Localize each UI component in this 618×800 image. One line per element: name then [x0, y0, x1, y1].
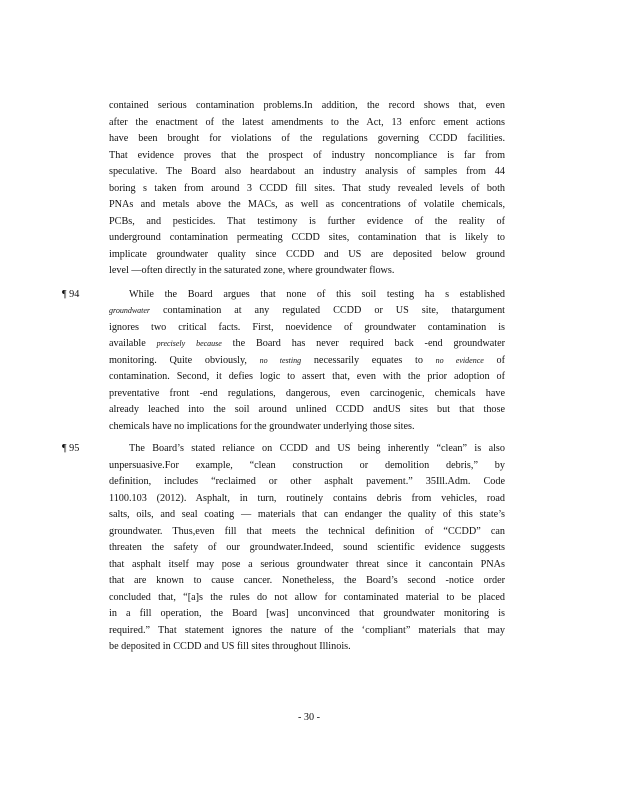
paragraph-number: ¶ 95 — [62, 443, 80, 454]
text-line: be deposited in CCDD and US fill sites throughout Illinois. — [109, 641, 351, 652]
text-line: 1100.103 (2012). Asphalt, in turn, routinely contains debris from vehicles, road — [109, 493, 505, 504]
text-line: after the enactment of the latest amendments to the Act, 13 enforc ement actions — [109, 117, 505, 128]
text-line: While the Board argues that none of this soil testing ha s established — [129, 289, 505, 300]
emphasis-text: no evidence — [435, 356, 484, 365]
text-line: definition, includes “reclaimed or other asphalt pavement.” 35Ill.Adm. Code — [109, 476, 505, 487]
paragraph-number: ¶ 94 — [62, 289, 80, 300]
text-line: contamination. Second, it defies logic to assert that, even with the prior adoption of — [109, 371, 505, 382]
text-line: groundwater. Thus,even fill that meets the technical definition of “CCDD” can — [109, 526, 505, 537]
text-line: PNAs and metals above the MACs, as well as concentrations of volatile chemicals, — [109, 199, 505, 210]
text-line: boring s taken from around 3 CCDD fill sites. That study revealed levels of both — [109, 183, 505, 194]
emphasis-text: groundwater — [109, 306, 151, 315]
text-line: salts, oils, and seal coating — materials that can endanger the quality of this state’s — [109, 509, 505, 520]
text-line: PCBs, and pesticides. That testimony is further evidence of the reality of — [109, 216, 505, 227]
text-line: required.” That statement ignores the nature of the ‘compliant” materials that may — [109, 625, 505, 636]
text-line: in a fill operation, the Board [was] unconvinced that groundwater monitoring is — [109, 608, 505, 619]
text-line: ignores two critical facts. First, noevidence of groundwater contamination is — [109, 322, 505, 333]
text-line: available precisely because the Board has never required back -end groundwater — [109, 338, 505, 349]
text-line: level —often directly in the saturated zone, where groundwater flows. — [109, 265, 395, 276]
text-line: have been brought for violations of the regulations governing CCDD facilities. — [109, 133, 505, 144]
text-line: concluded that, “[a]s the rules do not allow for contaminated material to be placed — [109, 592, 505, 603]
text-line: The Board’s stated reliance on CCDD and US being inherently “clean” is also — [129, 443, 505, 454]
text-line: monitoring. Quite obviously, no testing necessarily equates to no evidence of — [109, 355, 505, 366]
text-line: underground contamination permeating CCDD sites, contamination that is likely to — [109, 232, 505, 243]
text-line: speculative. The Board also heardabout an industry analysis of samples from 44 — [109, 166, 505, 177]
text-line: preventative front -end regulations, dangerous, even carcinogenic, chemicals have — [109, 388, 505, 399]
text-line: that asphalt itself may pose a serious groundwater threat since it cancontain PNAs — [109, 559, 505, 570]
text-line: contained serious contamination problems.In addition, the record shows that, even — [109, 100, 505, 111]
page-number: - 30 - — [297, 712, 321, 723]
text-line: groundwater contamination at any regulated CCDD or US site, thatargument — [109, 305, 505, 316]
text-line: That evidence proves that the prospect of industry noncompliance is far from — [109, 150, 505, 161]
emphasis-text: no testing — [259, 356, 302, 365]
text-line: implicate groundwater quality since CCDD and US are deposited below ground — [109, 249, 505, 260]
text-line: threaten the safety of our groundwater.Indeed, sound scientific evidence suggests — [109, 542, 505, 553]
text-line: already leached into the soil around unlined CCDD andUS sites but that those — [109, 404, 505, 415]
emphasis-text: precisely — [156, 339, 186, 348]
text-line: unpersuasive.For example, “clean construction or demolition debris,” by — [109, 460, 505, 471]
text-line: chemicals have no implications for the groundwater underlying those sites. — [109, 421, 415, 432]
text-line: that are known to cause cancer. Nonetheless, the Board’s second -notice order — [109, 575, 505, 586]
emphasis-text: because — [196, 339, 222, 348]
